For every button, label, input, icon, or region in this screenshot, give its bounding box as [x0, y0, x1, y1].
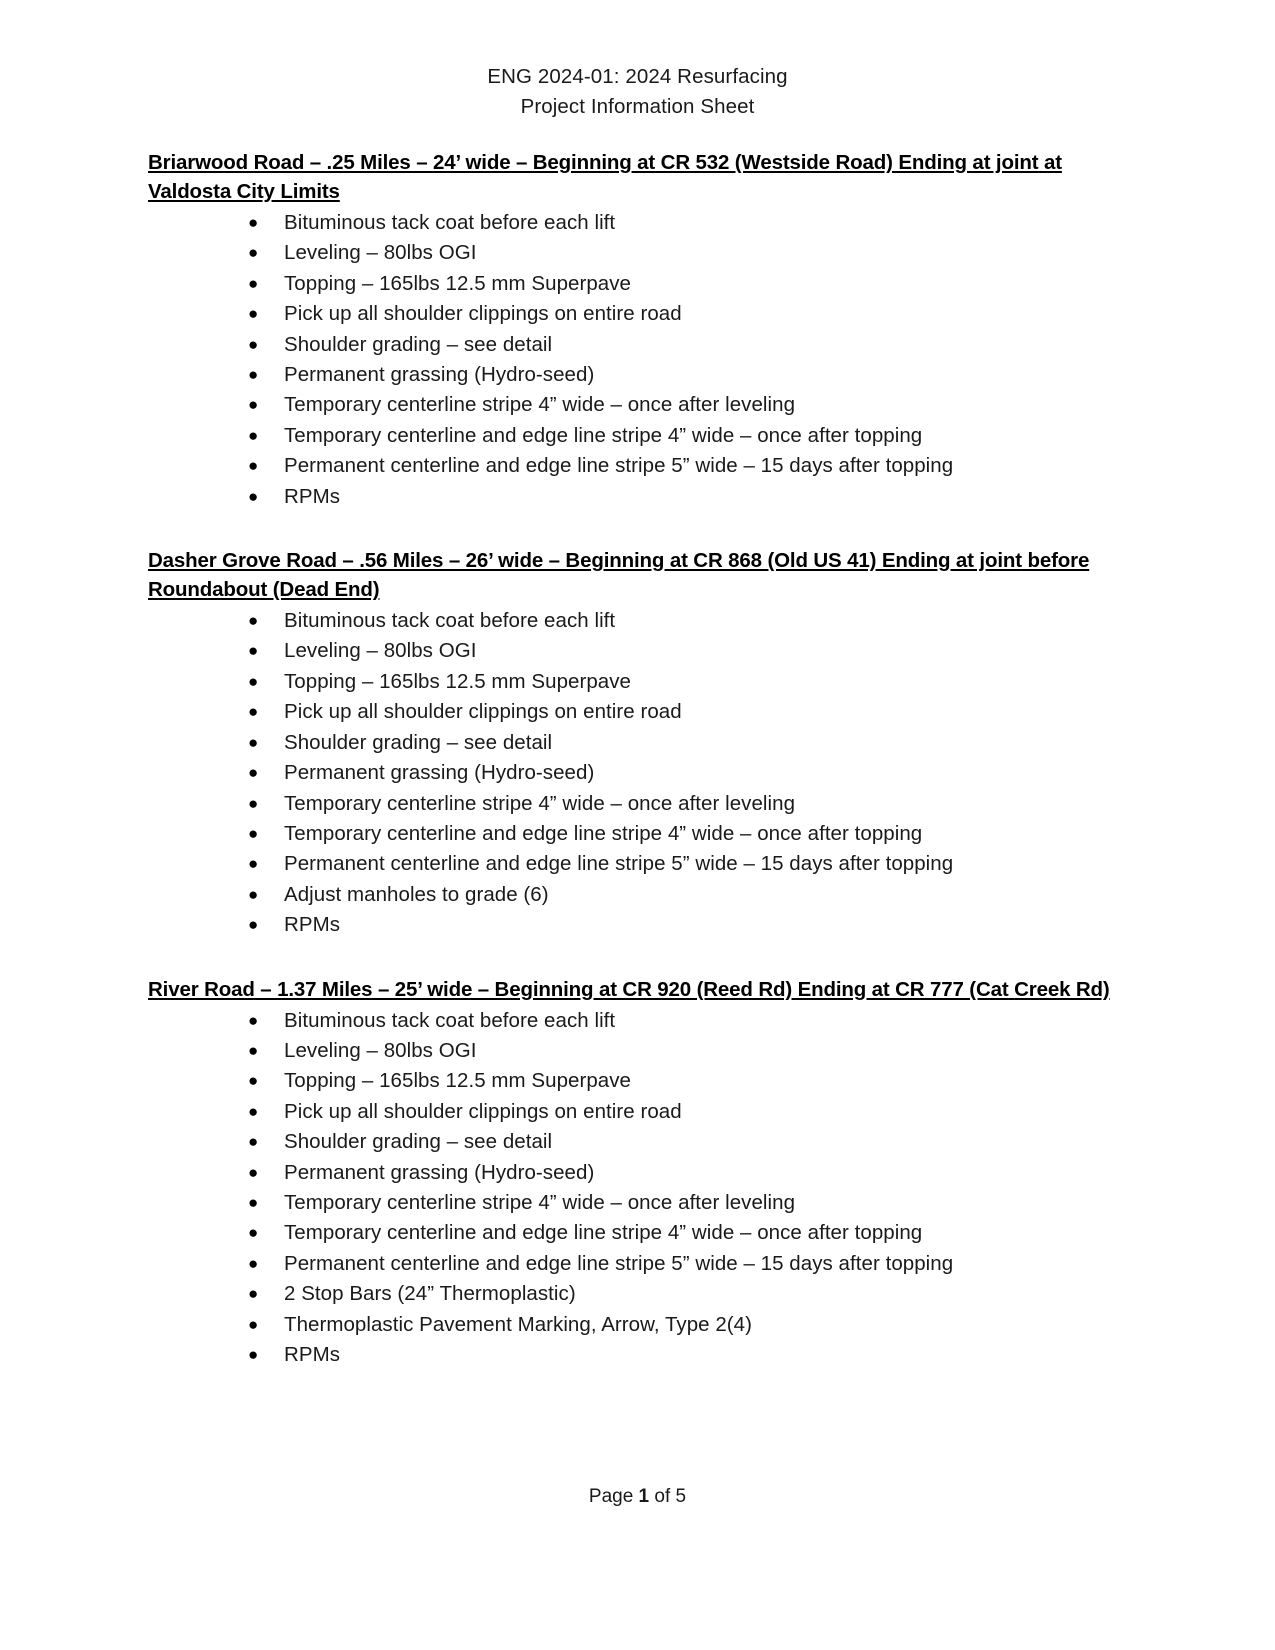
road-section [118, 546, 1157, 940]
bullet-icon: ● [248, 884, 259, 904]
road-work-item-label: Pick up all shoulder clippings on entire road [284, 302, 682, 326]
road-work-item [118, 330, 1157, 360]
road-work-item [118, 482, 1157, 512]
road-work-item-list [118, 606, 1157, 940]
road-work-item [118, 606, 1157, 636]
road-work-item [118, 1249, 1157, 1279]
road-work-item-label: Bituminous tack coat before each lift [284, 211, 616, 234]
header-title-line-1: ENG 2024-01: 2024 Resurfacing [487, 65, 788, 88]
section-spacer [118, 949, 1157, 975]
road-work-item [118, 360, 1157, 390]
bullet-icon: ● [248, 671, 259, 691]
road-work-item-label: Temporary centerline stripe 4” wide – once after leveling [284, 393, 796, 417]
road-work-item-label: Temporary centerline stripe 4” wide – once after leveling [284, 1190, 796, 1214]
road-work-item [118, 849, 1157, 879]
bullet-icon: ● [248, 456, 259, 476]
road-work-item [118, 1218, 1157, 1248]
bullet-icon: ● [248, 365, 259, 385]
bullet-icon: ● [248, 334, 259, 354]
road-work-item [118, 421, 1157, 451]
road-work-item [118, 1097, 1157, 1127]
road-work-item-label: RPMs [284, 484, 341, 508]
bullet-icon: ● [248, 1223, 259, 1243]
road-section [118, 148, 1157, 512]
road-work-item [118, 1188, 1157, 1218]
bullet-icon: ● [248, 1101, 259, 1121]
road-section-heading [118, 975, 1157, 1004]
road-section-heading-line-1: Dasher Grove Road – .56 Miles – 26’ wide – Beginning at CR 868 (Old US 41) Ending at joint [148, 549, 1022, 573]
road-section-heading [118, 546, 1157, 604]
road-work-item-label: Temporary centerline stripe 4” wide – once after leveling [284, 791, 796, 815]
road-work-item-label: Temporary centerline and edge line stripe 4” wide – once after topping [284, 423, 923, 447]
bullet-icon: ● [248, 1040, 259, 1060]
bullet-icon: ● [248, 273, 259, 293]
road-work-item-label: Permanent grassing (Hydro-seed) [284, 363, 595, 387]
road-work-item [118, 697, 1157, 727]
road-work-item [118, 299, 1157, 329]
footer-prefix: Page [588, 1486, 639, 1507]
road-section-heading-line-1: Briarwood Road – .25 Miles – 24’ wide – Beginning at CR 532 (Westside Road) Ending at joint [148, 151, 1039, 174]
road-work-item [118, 1127, 1157, 1157]
road-work-item-label: Adjust manholes to grade (6) [284, 882, 549, 906]
road-work-item [118, 728, 1157, 758]
bullet-icon: ● [248, 1162, 259, 1182]
road-work-item-label: RPMs [284, 1343, 341, 1366]
road-work-item-label: Pick up all shoulder clippings on entire road [284, 1099, 682, 1123]
page-footer [0, 1486, 1275, 1508]
header-title-line-2: Project Information Sheet [520, 95, 755, 118]
bullet-icon: ● [248, 854, 259, 874]
bullet-icon: ● [248, 1345, 259, 1364]
bullet-icon: ● [248, 243, 259, 263]
footer-suffix: of 5 [649, 1486, 687, 1507]
bullet-icon: ● [248, 1010, 259, 1030]
road-work-item-label: Bituminous tack coat before each lift [284, 609, 616, 633]
road-work-item-label: Thermoplastic Pavement Marking, Arrow, Type 2(4) [284, 1312, 753, 1336]
road-work-item-label: Topping – 165lbs 12.5 mm Superpave [284, 669, 632, 693]
road-work-item-label: Permanent centerline and edge line stripe 5” wide – 15 days after topping [284, 454, 954, 478]
road-work-item-label: Topping – 165lbs 12.5 mm Superpave [284, 271, 632, 295]
road-work-item-list [118, 208, 1157, 512]
document-header [118, 62, 1157, 122]
road-work-item [118, 269, 1157, 299]
road-section-heading-line-2: Creek Rd) [1014, 977, 1110, 1001]
road-work-item [118, 819, 1157, 849]
road-work-item [118, 758, 1157, 788]
road-work-item-label: Shoulder grading – see detail [284, 332, 553, 356]
road-work-item-list [118, 1006, 1157, 1371]
bullet-icon: ● [248, 425, 259, 445]
road-work-item [118, 1340, 1157, 1370]
bullet-icon: ● [248, 763, 259, 783]
bullet-icon: ● [248, 611, 259, 631]
road-work-item-label: Leveling – 80lbs OGI [284, 639, 477, 663]
road-work-item-label: RPMs [284, 913, 341, 937]
bullet-icon: ● [248, 915, 259, 935]
road-work-item [118, 1036, 1157, 1066]
road-work-item-label: Shoulder grading – see detail [284, 1130, 553, 1154]
road-work-item-label: Pick up all shoulder clippings on entire road [284, 700, 682, 724]
road-section-heading-line-1: River Road – 1.37 Miles – 25’ wide – Beginning at CR 920 (Reed Rd) Ending at CR 777 (Cat [148, 977, 1009, 1001]
bullet-icon: ● [248, 641, 259, 661]
road-work-item [118, 390, 1157, 420]
road-work-item [118, 451, 1157, 481]
road-section-heading-line-2: before Roundabout (Dead End) [148, 549, 1090, 602]
road-work-item [118, 1066, 1157, 1096]
road-work-item [118, 238, 1157, 268]
bullet-icon: ● [248, 1284, 259, 1304]
bullet-icon: ● [248, 486, 259, 506]
road-work-item [118, 880, 1157, 910]
road-work-item [118, 910, 1157, 940]
road-section-heading-line-2: at Valdosta City Limits [148, 151, 1062, 203]
road-work-item-label: Temporary centerline and edge line stripe 4” wide – once after topping [284, 1221, 923, 1245]
road-section [118, 975, 1157, 1371]
road-work-item-label: 2 Stop Bars (24” Thermoplastic) [284, 1282, 576, 1306]
road-work-item [118, 636, 1157, 666]
road-work-item [118, 1310, 1157, 1340]
bullet-icon: ● [248, 702, 259, 722]
footer-page-number: 1 [638, 1486, 650, 1507]
road-work-item [118, 208, 1157, 238]
bullet-icon: ● [248, 1132, 259, 1152]
section-spacer [118, 520, 1157, 546]
road-work-item-label: Leveling – 80lbs OGI [284, 241, 477, 265]
bullet-icon: ● [248, 732, 259, 752]
road-work-item-label: Leveling – 80lbs OGI [284, 1038, 477, 1062]
bullet-icon: ● [248, 1314, 259, 1334]
bullet-icon: ● [248, 395, 259, 415]
sections-container [118, 148, 1157, 1370]
road-work-item [118, 1158, 1157, 1188]
bullet-icon: ● [248, 213, 259, 232]
bullet-icon: ● [248, 793, 259, 813]
road-work-item-label: Permanent grassing (Hydro-seed) [284, 761, 595, 785]
road-work-item [118, 667, 1157, 697]
road-work-item [118, 789, 1157, 819]
road-work-item [118, 1006, 1157, 1036]
road-work-item-label: Permanent centerline and edge line stripe 5” wide – 15 days after topping [284, 852, 954, 876]
bullet-icon: ● [248, 1071, 259, 1091]
bullet-icon: ● [248, 823, 259, 843]
road-section-heading [118, 148, 1157, 206]
road-work-item-label: Permanent grassing (Hydro-seed) [284, 1160, 595, 1184]
road-work-item-label: Bituminous tack coat before each lift [284, 1008, 616, 1032]
bullet-icon: ● [248, 304, 259, 324]
road-work-item-label: Temporary centerline and edge line stripe 4” wide – once after topping [284, 821, 923, 845]
road-work-item-label: Topping – 165lbs 12.5 mm Superpave [284, 1069, 632, 1093]
bullet-icon: ● [248, 1253, 259, 1273]
road-work-item-label: Permanent centerline and edge line stripe 5” wide – 15 days after topping [284, 1251, 954, 1275]
road-work-item-label: Shoulder grading – see detail [284, 730, 553, 754]
bullet-icon: ● [248, 1192, 259, 1212]
road-work-item [118, 1279, 1157, 1309]
